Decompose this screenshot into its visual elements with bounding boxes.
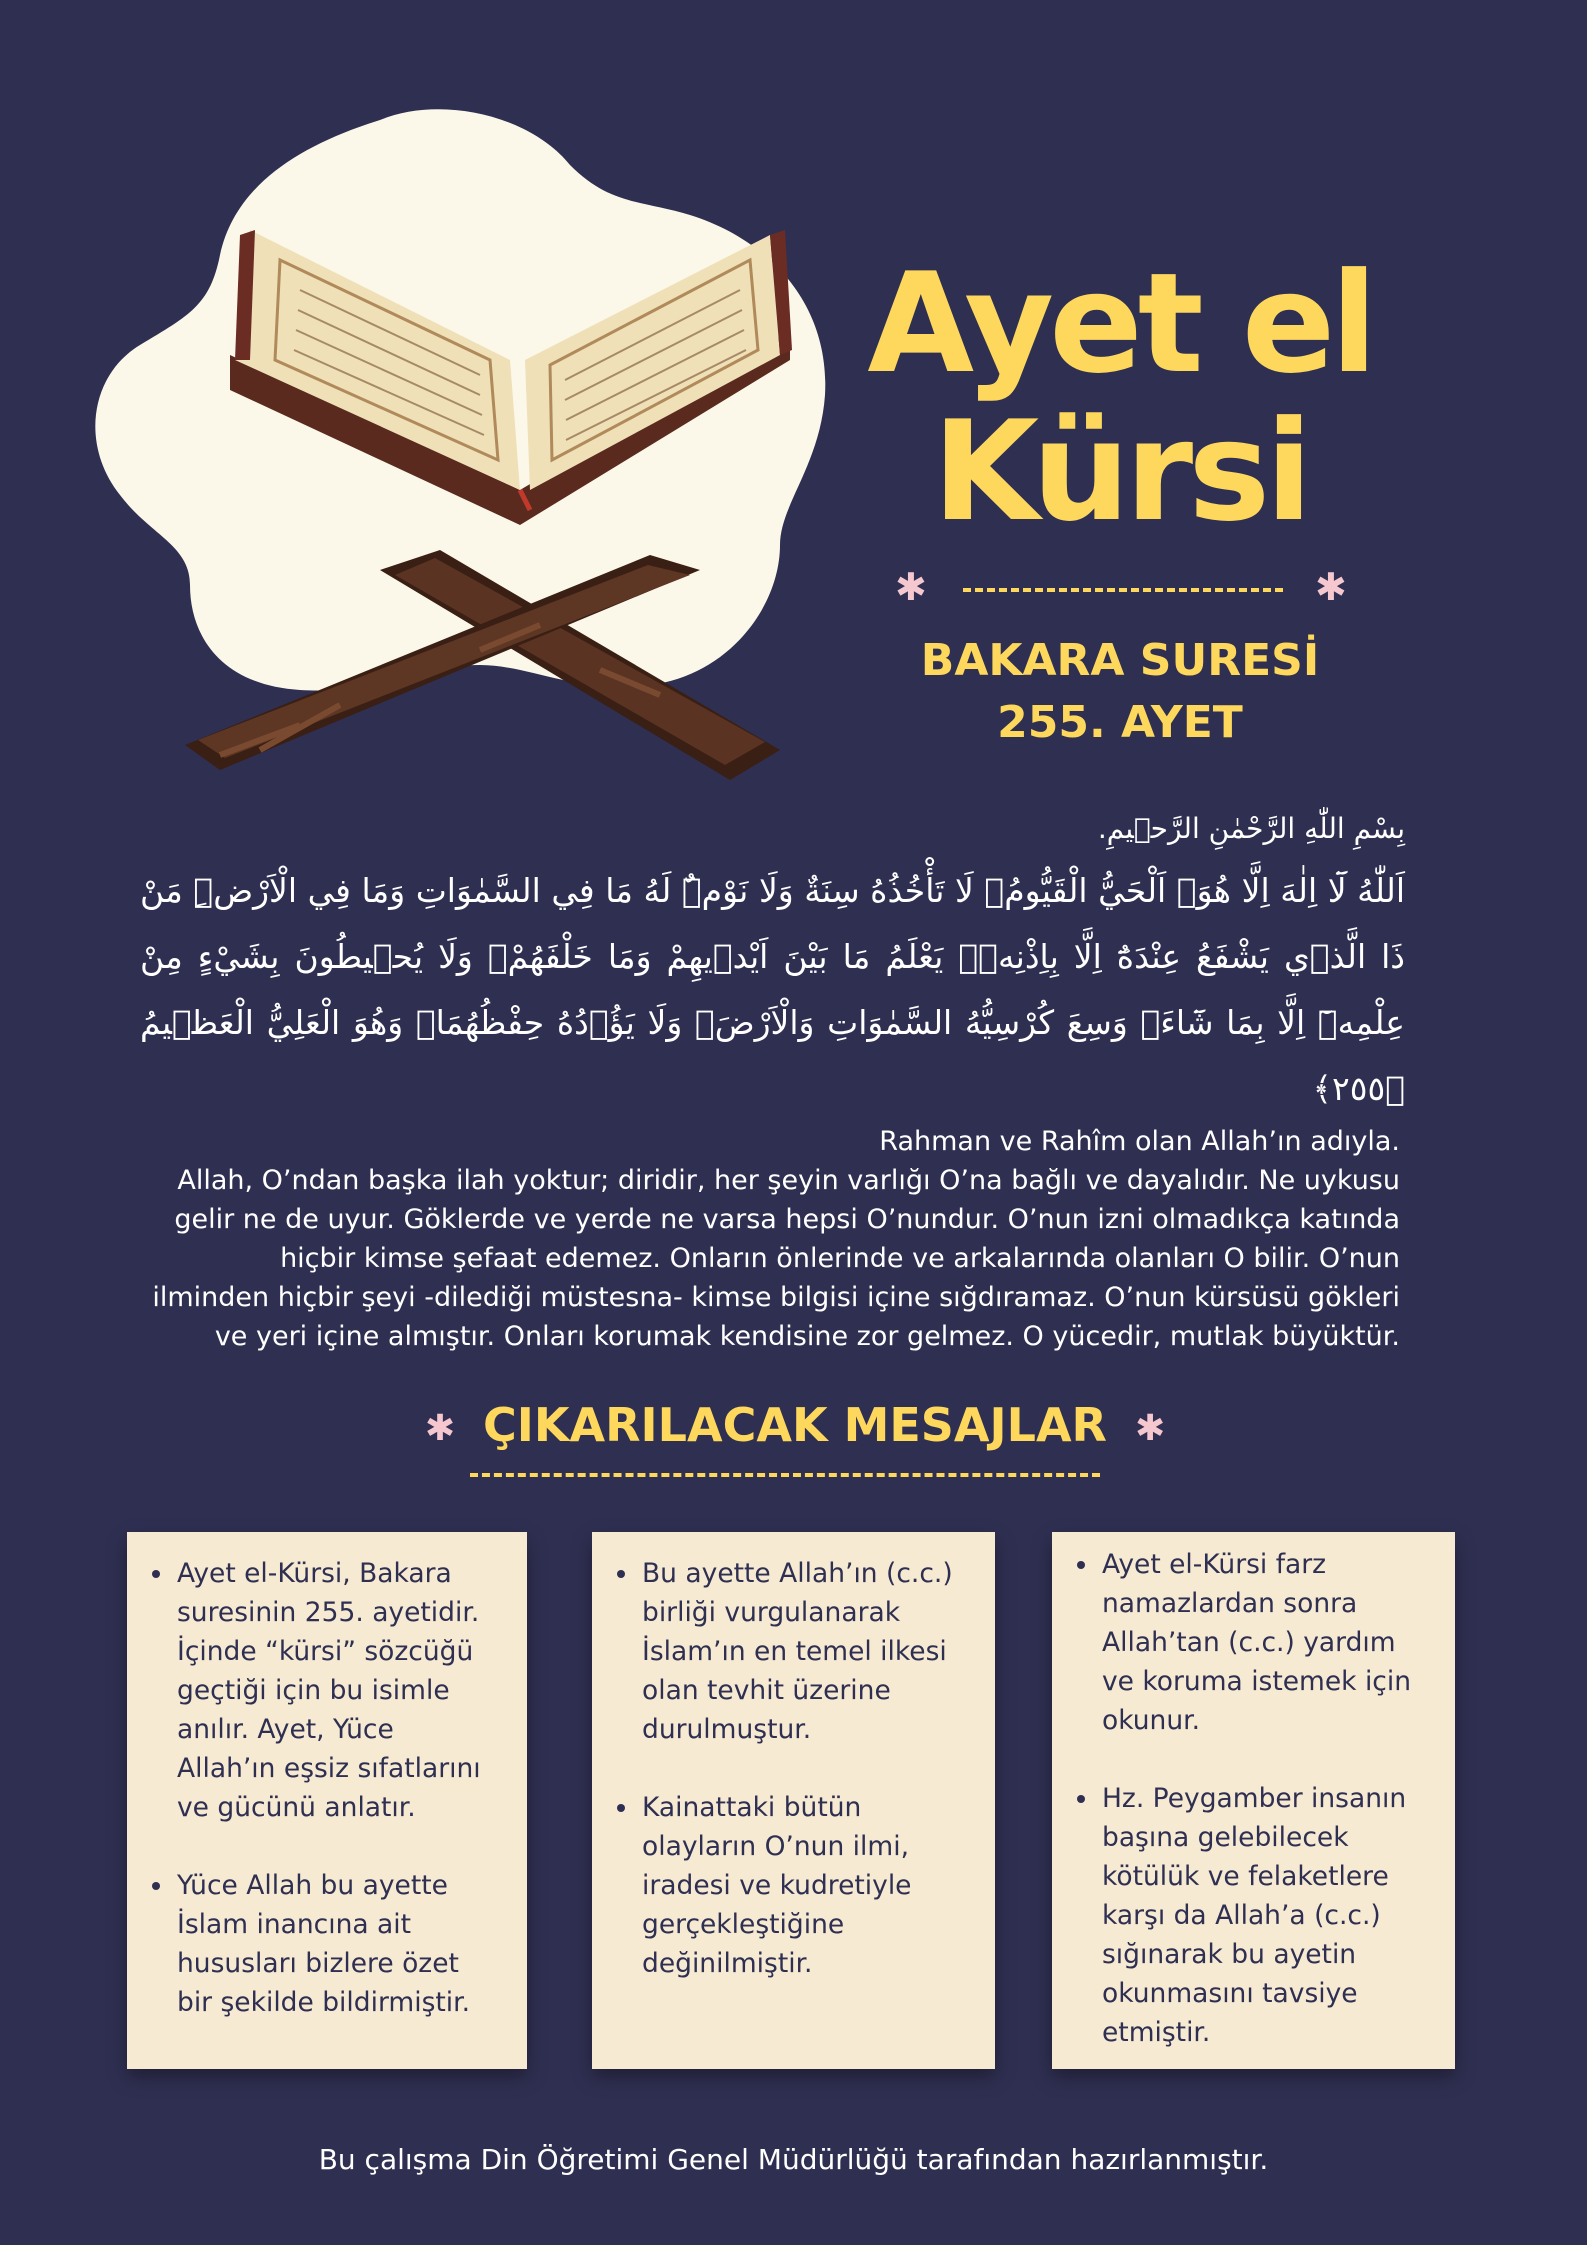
translation-line: ilminden hiçbir şeyi -dilediği müstesna- kimse bilgisi içine sığdıramaz. O’nun kürsüsü gökleri	[152, 1282, 1400, 1313]
message-list	[592, 1554, 969, 1983]
arabic-verse-block	[140, 800, 1405, 1122]
message-card	[127, 1532, 527, 2069]
title-ornament	[895, 565, 1347, 609]
messages-heading	[395, 1392, 1195, 1462]
message-item: • Ayet el-Kürsi farz namazlardan sonra Allah’tan (c.c.) yardım ve koruma istemek için okunur.	[1100, 1545, 1433, 1740]
arabic-verse: اَللّٰهُ لَٓا اِلٰهَ اِلَّا هُوَۚ اَلْحَيُّ الْقَيُّومُۚ لَا تَأْخُذُهُ سِنَةٌ وَلَا نَوْمٌۜ لَهُ مَا فِي السَّمٰوَاتِ وَمَا فِي الْاَرْضِۜ مَنْ ذَا الَّذ۪ي يَشْفَعُ عِنْدَهُٓ اِلَّا بِاِذْنِه۪ۜ يَعْلَمُ مَا بَيْنَ اَيْد۪يهِمْ وَمَا خَلْفَهُمْۚ وَلَا يُح۪يطُونَ بِشَيْءٍ مِنْ عِلْمِه۪ٓ اِلَّا بِمَا شَٓاءَۚ وَسِعَ كُرْسِيُّهُ السَّمٰوَاتِ وَالْاَرْضَۚ وَلَا يَؤُ۫دُهُ حِفْظُهُمَاۚ وَهُوَ الْعَلِيُّ الْعَظ۪يمُ ﴿٢٥٥﴾	[140, 871, 1405, 1108]
basmala: بِسْمِ اللّٰهِ الرَّحْمٰنِ الرَّح۪يمِ.	[1097, 812, 1405, 845]
translation-line: gelir ne de uyur. Göklerde ve yerde ne varsa hepsi O’nundur. O’nun izni olmadıkça katında	[174, 1204, 1400, 1235]
title-line-2: Kürsi	[932, 391, 1308, 552]
open-book	[230, 230, 792, 525]
translation-line: hiçbir kimse şefaat edemez. Onların önlerinde ve arkalarında olanları O bilir. O’nun	[280, 1243, 1400, 1274]
message-list	[1052, 1545, 1433, 2052]
page-title	[860, 243, 1380, 552]
translation-line: ve yeri içine almıştır. Onları korumak kendisine zor gelmez. O yücedir, mutlak büyüktür.	[214, 1321, 1400, 1352]
star-icon: ✱	[424, 1407, 456, 1449]
message-item: • Ayet el-Kürsi, Bakara suresinin 255. ayetidir. İçinde “kürsi” sözcüğü geçtiği için bu isimle anılır. Ayet, Yüce Allah’ın eşsiz sıfatlarını ve gücünü anlatır.	[175, 1554, 499, 1827]
star-icon: ✱	[895, 565, 927, 609]
star-icon: ✱	[1134, 1407, 1166, 1449]
message-item: • Hz. Peygamber insanın başına gelebilecek kötülük ve felaketlere karşı da Allah’a (c.c.) sığınarak bu ayetin okunmasını tavsiye etmiştir.	[1100, 1779, 1433, 2052]
quran-on-rahle-image	[180, 190, 900, 790]
message-item: • Bu ayette Allah’ın (c.c.) birliği vurgulanarak İslam’ın en temel ilkesi olan tevhit üzerine durulmuştur.	[640, 1554, 969, 1749]
dashed-divider	[470, 1473, 1100, 1477]
messages-heading-text: ÇIKARILACAK MESAJLAR	[483, 1398, 1107, 1452]
message-item: • Kainattaki bütün olayların O’nun ilmi, iradesi ve kudretiyle gerçekleştiğine değinilmiştir.	[640, 1788, 969, 1983]
translation-line: Rahman ve Rahîm olan Allah’ın adıyla.	[879, 1126, 1400, 1157]
title-line-1: Ayet el	[867, 243, 1373, 404]
message-list	[127, 1554, 499, 2022]
message-card	[592, 1532, 995, 2069]
footer-credit: Bu çalışma Din Öğretimi Genel Müdürlüğü tarafından hazırlanmıştır.	[318, 2143, 1269, 2176]
message-card	[1052, 1532, 1455, 2069]
ayah-number: 255. AYET	[997, 697, 1243, 748]
rahle-stand	[185, 550, 780, 780]
surah-reference	[860, 630, 1380, 754]
message-item: • Yüce Allah bu ayette İslam inancına ait hususları bizlere özet bir şekilde bildirmiştir.	[175, 1866, 499, 2022]
surah-name: BAKARA SURESİ	[920, 635, 1320, 686]
turkish-translation	[150, 1122, 1400, 1356]
translation-line: Allah, O’ndan başka ilah yoktur; diridir, her şeyin varlığı O’na bağlı ve dayalıdır. Ne uykusu	[177, 1165, 1400, 1196]
star-icon: ✱	[1315, 565, 1347, 609]
dashed-divider	[963, 588, 1283, 592]
